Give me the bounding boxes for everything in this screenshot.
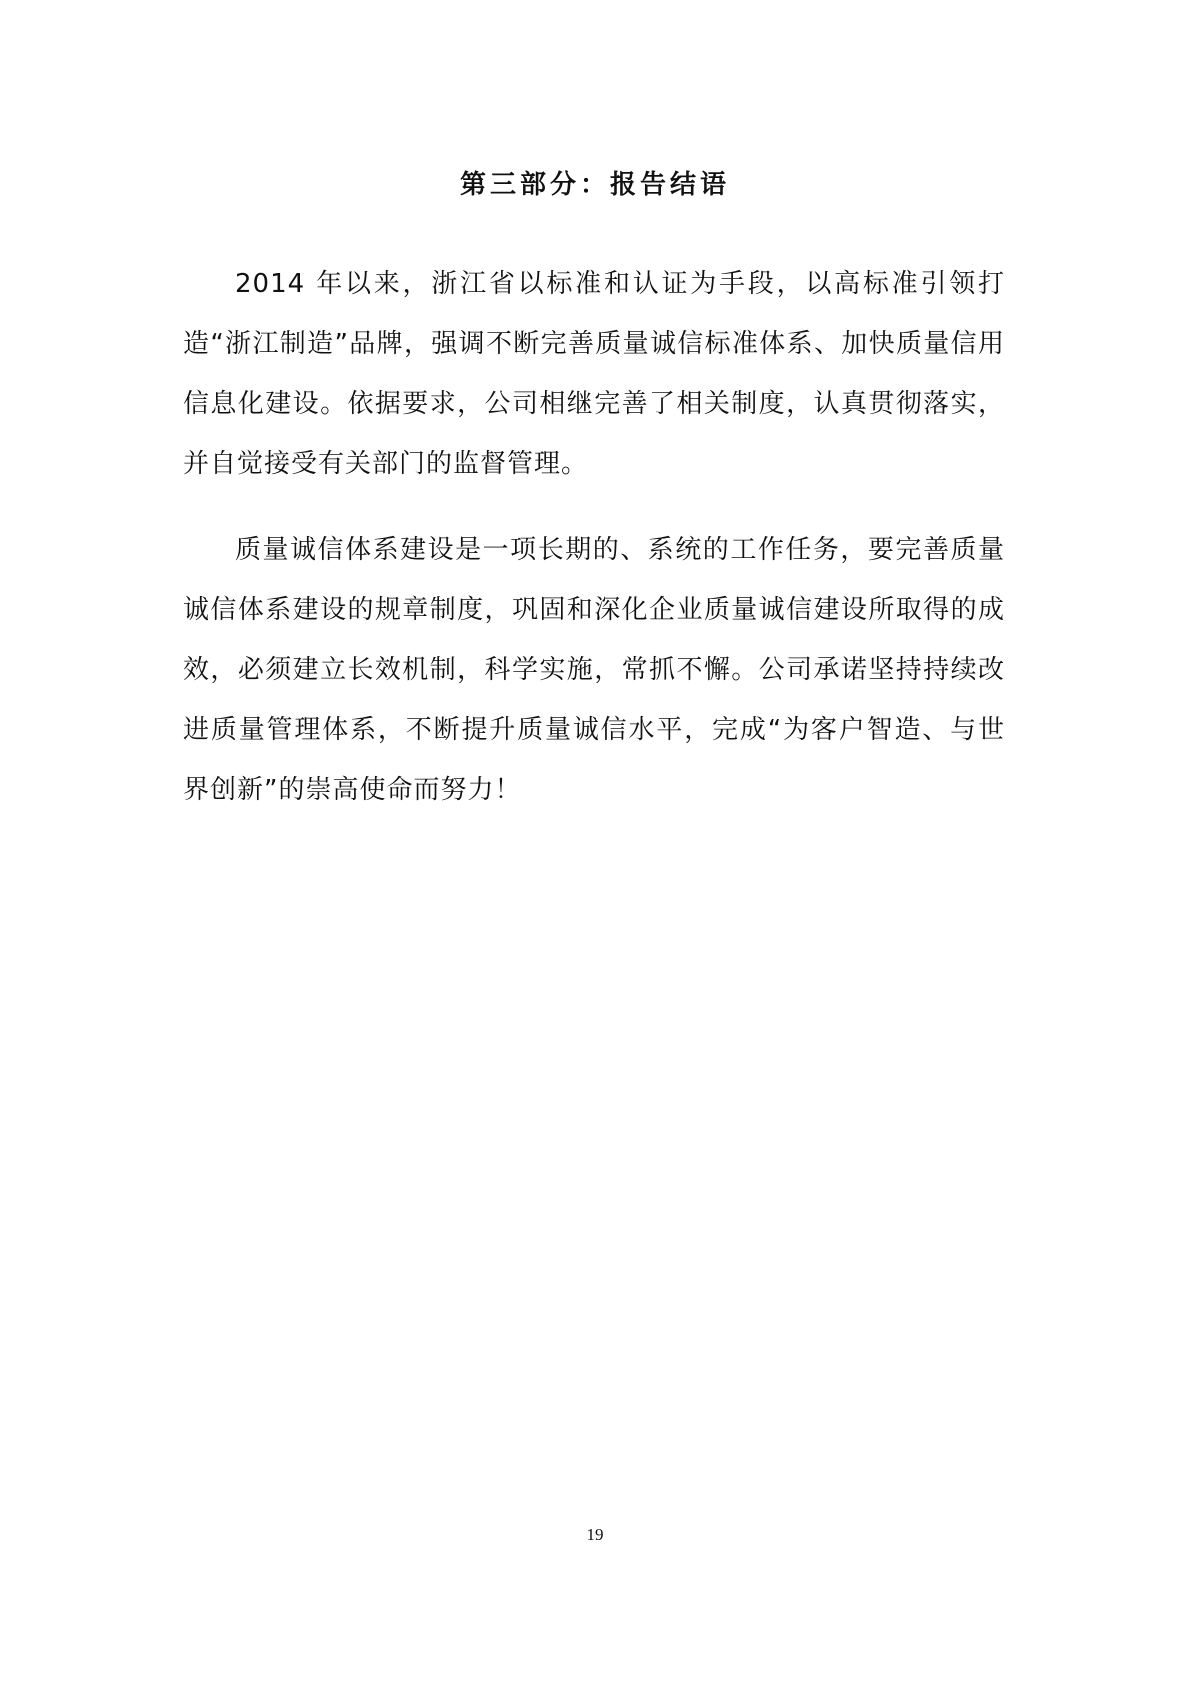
section-heading: 第三部分：报告结语 (459, 170, 730, 200)
body-paragraph-2: 质量诚信体系建设是一项长期的、系统的工作任务，要完善质量诚信体系建设的规章制度，巩固和深化企业质量诚信建设所取得的成效，必须建立长效机制，科学实施，常抓不懈。公司承诺坚持持续改进质量管理体系，不断提升质量诚信水平，完成“为客户智造、与世界创新”的崇高使命而努力！ (183, 535, 1005, 805)
body-paragraph-1: 2014 年以来，浙江省以标准和认证为手段，以高标准引领打造“浙江制造”品牌，强调不断完善质量诚信标准体系、加快质量信用信息化建设。依据要求，公司相继完善了相关制度，认真贯彻落实，并自觉接受有关部门的监督管理。 (183, 269, 1005, 479)
page-number: 19 (586, 1525, 604, 1544)
